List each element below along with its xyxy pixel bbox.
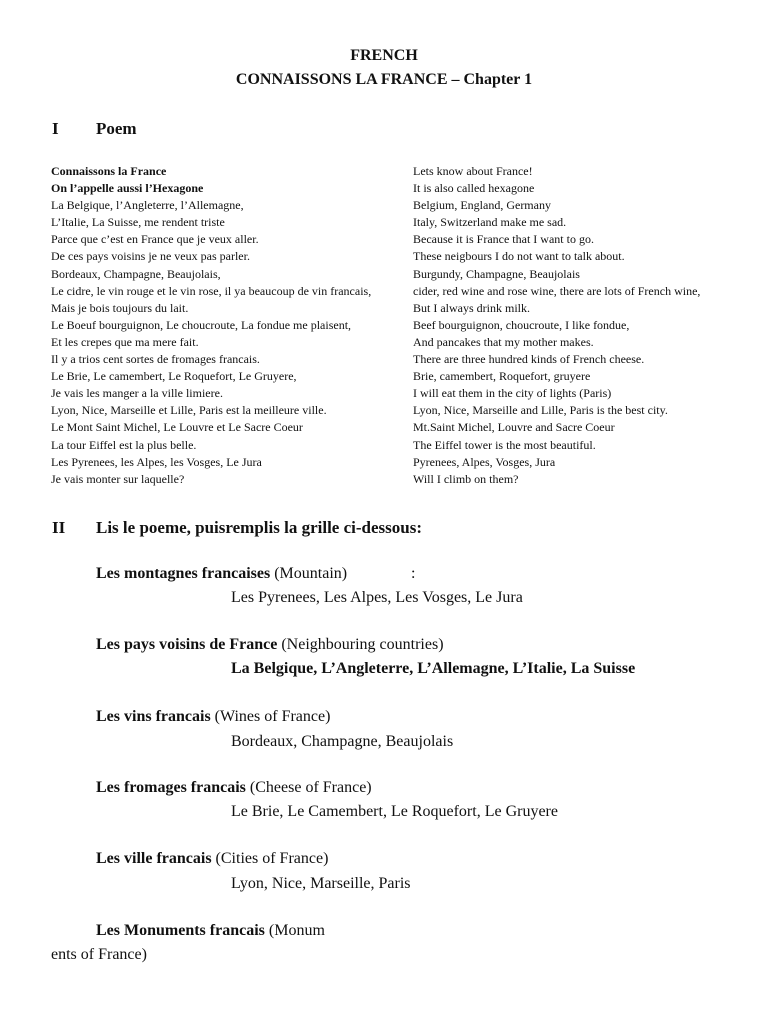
poem-line: Mais je bois toujours du lait. <box>51 300 189 315</box>
poem-french-column <box>51 163 371 488</box>
section-2-title: Lis le poeme, puisremplis la grille ci-dessous: <box>96 518 422 537</box>
category-translation: (Monum <box>268 922 325 939</box>
category-cities-value: Lyon, Nice, Marseille, Paris <box>231 875 411 892</box>
poem-line: Bordeaux, Champagne, Beaujolais, <box>51 266 221 281</box>
category-cheese-value: Le Brie, Le Camembert, Le Roquefort, Le Gruyere <box>231 803 558 820</box>
poem-line: cider, red wine and rose wine, there are lots of French wine, <box>413 283 701 298</box>
category-mountains-heading <box>96 565 347 583</box>
poem-line: On l’appelle aussi l’Hexagone <box>51 181 204 196</box>
category-label: Les vins francais <box>96 708 211 725</box>
poem-line: There are three hundred kinds of French cheese. <box>413 352 645 367</box>
document-title: CONNAISSONS LA FRANCE – Chapter 1 <box>235 71 533 88</box>
category-cities-heading <box>96 850 328 868</box>
poem-line: Mt.Saint Michel, Louvre and Sacre Coeur <box>413 420 615 435</box>
category-translation: (Neighbouring countries) <box>281 636 444 653</box>
poem-line: Lets know about France! <box>413 164 533 178</box>
poem-line: Lyon, Nice, Marseille et Lille, Paris est la meilleure ville. <box>51 403 327 418</box>
category-mountains-value: Les Pyrenees, Les Alpes, Les Vosges, Le Jura <box>231 589 523 606</box>
poem-line: Je vais les manger a la ville limiere. <box>51 386 223 401</box>
poem-line: Because it is France that I want to go. <box>413 232 594 247</box>
poem-line: Italy, Switzerland make me sad. <box>413 215 567 230</box>
section-1-title: Poem <box>96 119 137 138</box>
category-label: Les pays voisins de France <box>96 636 278 653</box>
category-monuments-continuation: ents of France) <box>51 946 147 963</box>
poem-line: Will I climb on them? <box>413 471 519 486</box>
poem-line: Burgundy, Champagne, Beaujolais <box>413 266 580 281</box>
poem-line: Lyon, Nice, Marseille and Lille, Paris is the best city. <box>413 403 668 418</box>
poem-line: These neigbours I do not want to talk about. <box>413 249 625 264</box>
poem-line: Le Boeuf bourguignon, Le choucroute, La fondue me plaisent, <box>51 317 352 332</box>
poem-line: Les Pyrenees, les Alpes, les Vosges, Le Jura <box>51 454 262 469</box>
poem-line: It is also called hexagone <box>413 181 535 196</box>
poem-line: L’Italie, La Suisse, me rendent triste <box>51 215 225 230</box>
poem-line: And pancakes that my mother makes. <box>413 334 594 349</box>
poem-line: Le Mont Saint Michel, Le Louvre et Le Sacre Coeur <box>51 420 303 435</box>
poem-line: Parce que c’est en France que je veux aller. <box>51 232 259 247</box>
poem-line: I will eat them in the city of lights (Paris) <box>413 386 612 401</box>
section-2-number: II <box>52 518 66 537</box>
category-monuments-heading <box>96 922 325 940</box>
category-label: Les fromages francais <box>96 779 246 796</box>
poem-line: La Belgique, l’Angleterre, l’Allemagne, <box>51 198 244 213</box>
category-neighbours-heading <box>96 636 444 654</box>
poem-line: But I always drink milk. <box>413 300 530 315</box>
category-neighbours-value: La Belgique, L’Angleterre, L’Allemagne, L’Italie, La Suisse <box>231 660 636 677</box>
poem-line: Connaissons la France <box>51 164 167 178</box>
category-cheese-heading <box>96 779 372 797</box>
poem-line: The Eiffel tower is the most beautiful. <box>413 437 596 452</box>
poem-line: Le cidre, le vin rouge et le vin rose, il ya beaucoup de vin francais, <box>51 283 372 298</box>
poem-line: Brie, camembert, Roquefort, gruyere <box>413 369 591 384</box>
category-translation: (Wines of France) <box>214 708 331 725</box>
poem-line: Il y a trios cent sortes de fromages francais. <box>51 352 260 367</box>
poem-line: Le Brie, Le camembert, Le Roquefort, Le Gruyere, <box>51 369 297 384</box>
category-translation: (Cheese of France) <box>249 779 372 796</box>
poem-english-column <box>413 163 700 488</box>
category-wines-heading <box>96 708 330 726</box>
category-translation: (Mountain) <box>274 565 348 582</box>
poem-line: Beef bourguignon, choucroute, I like fondue, <box>413 317 630 332</box>
section-1-number: I <box>52 119 59 138</box>
category-translation: (Cities of France) <box>215 850 329 867</box>
poem-line: De ces pays voisins je ne veux pas parler. <box>51 249 250 264</box>
poem-line: La tour Eiffel est la plus belle. <box>51 437 197 452</box>
poem-line: Je vais monter sur laquelle? <box>51 471 185 486</box>
category-wines-value: Bordeaux, Champagne, Beaujolais <box>231 733 454 750</box>
category-label: Les ville francais <box>96 850 212 867</box>
poem-line: Et les crepes que ma mere fait. <box>51 334 199 349</box>
poem-line: Belgium, England, Germany <box>413 198 551 213</box>
category-label: Les montagnes francaises <box>96 565 271 582</box>
poem-line: Pyrenees, Alpes, Vosges, Jura <box>413 454 556 469</box>
category-label: Les Monuments francais <box>96 922 265 939</box>
category-colon: : <box>411 565 416 582</box>
document-subject: FRENCH <box>350 47 418 64</box>
